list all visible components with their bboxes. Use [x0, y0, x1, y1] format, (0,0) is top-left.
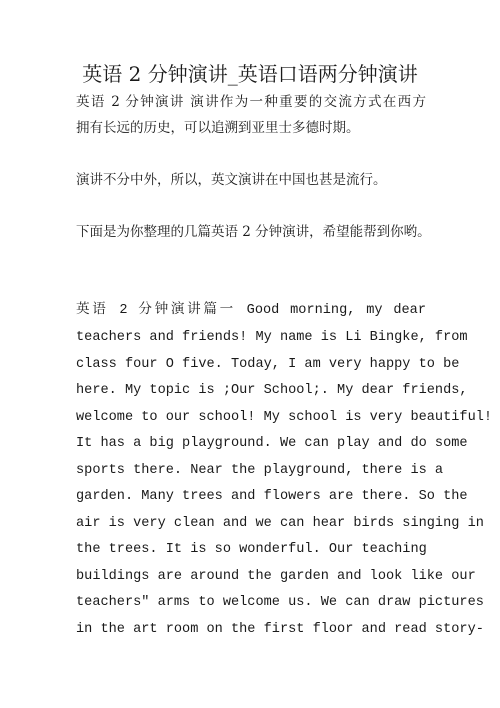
speech-line-6: It has a big playground. We can play and do some	[76, 436, 468, 451]
speech-line-10: the trees. It is so wonderful. Our teaching	[76, 542, 427, 557]
speech-line-13: in the art room on the first floor and read story-	[76, 622, 484, 637]
speech-line-7: sports there. Near the playground, there is a	[76, 463, 444, 478]
speech-line-3: class four O five. Today, I am very happy to be	[76, 357, 460, 372]
speech-line-1: 英语 2 分钟演讲篇一 Good morning, my dear	[76, 303, 426, 318]
speech-line-11: buildings are around the garden and look like our	[76, 569, 476, 584]
document-title: 英语 2 分钟演讲_英语口语两分钟演讲	[82, 62, 418, 86]
speech-line-4: here. My topic is ;Our School;. My dear friends,	[76, 383, 468, 398]
paragraph-2: 演讲不分中外，所以，英文演讲在中国也甚是流行。	[76, 172, 387, 188]
speech-line-5: welcome to our school! My school is very beautiful!	[76, 410, 493, 425]
paragraph-3: 下面是为你整理的几篇英语 2 分钟演讲，希望能帮到你哟。	[76, 224, 431, 240]
speech-line-2: teachers and friends! My name is Li Bingke, from	[76, 330, 468, 345]
speech-line-12: teachers" arms to welcome us. We can draw pictures	[76, 595, 484, 610]
intro-line-2: 拥有长远的历史，可以追溯到亚里士多德时期。	[76, 120, 360, 136]
intro-line-1: 英语 2 分钟演讲 演讲作为一种重要的交流方式在西方	[76, 94, 426, 110]
speech-line-9: air is very clean and we can hear birds singing in	[76, 516, 484, 531]
speech-line-8: garden. Many trees and flowers are there. So the	[76, 489, 468, 504]
